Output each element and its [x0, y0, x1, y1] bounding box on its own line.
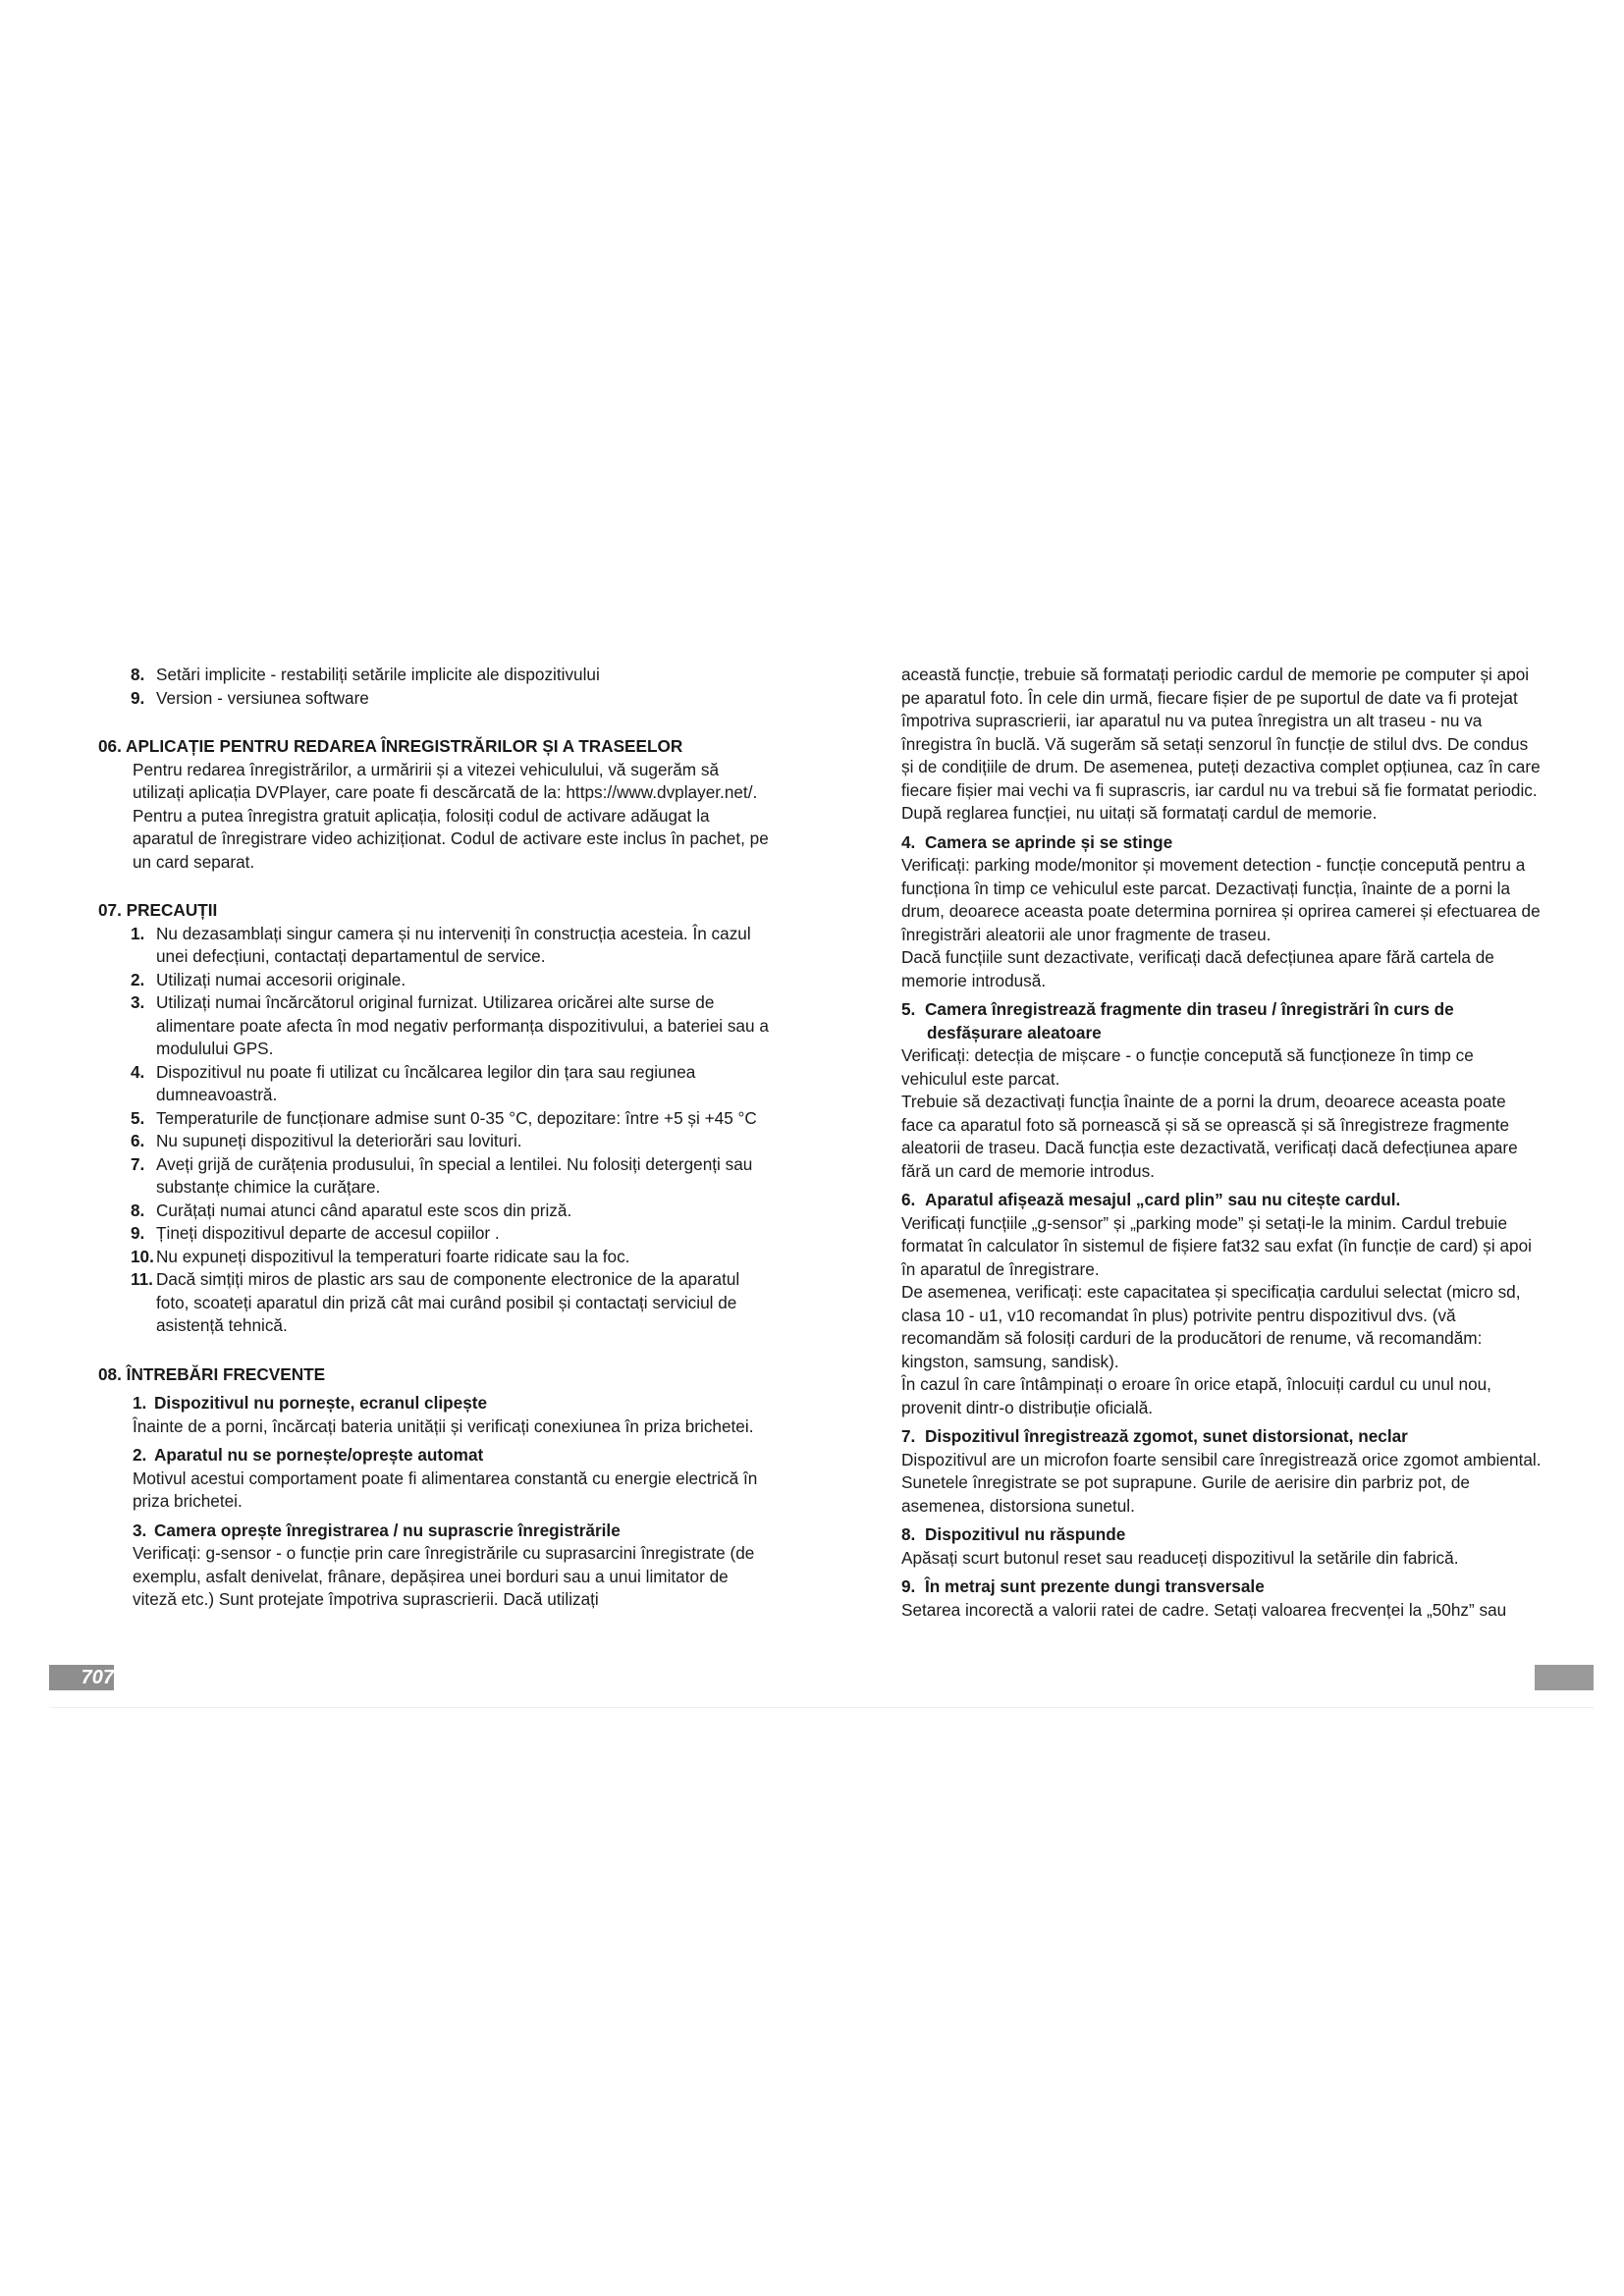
section-06-title: 06. APLICAȚIE PENTRU REDAREA ÎNREGISTRĂRILOR ȘI A TRASEELOR — [98, 736, 683, 756]
faq-question-text: În metraj sunt prezente dungi transversale — [925, 1576, 1265, 1596]
faq-answer: Motivul acestui comportament poate fi alimentarea constantă cu energie electrică în priza brichetei. — [133, 1468, 758, 1511]
item-number: 8. — [131, 665, 145, 684]
faq-question — [901, 1189, 1542, 1212]
item-text: Setări implicite - restabiliți setările implicite ale dispozitivului — [156, 665, 600, 684]
faq-question — [901, 1523, 1542, 1547]
faq-question — [901, 831, 1542, 855]
faq-item — [98, 1520, 772, 1612]
faq-list — [98, 1392, 772, 1612]
section-07-title: 07. PRECAUȚII — [98, 900, 218, 920]
faq-answer: Dispozitivul are un microfon foarte sensibil care înregistrează orice zgomot ambiental. Sunetele înregistrate se pot suprapune. Gurile de aerisire din parbriz pot, de asemenea, distorsiona sunetul. — [901, 1449, 1542, 1516]
faq-number: 8. — [901, 1524, 916, 1544]
item-number: 4. — [131, 1061, 145, 1082]
precaution-item — [98, 1153, 772, 1200]
faq-3-continuation: această funcție, trebuie să formatați periodic cardul de memorie pe computer și apoi pe aparatul foto. În cele din urmă, fiecare fișier de pe suportul de date va fi protejat împotriva suprascrierii, iar aparatul nu va putea înregistra un alt traseu - nu va înregistra în buclă. Vă sugerăm să setați senzorul în funcție de stilul dvs. De condus și de condițiile de drum. De asemenea, puteți dezactiva complet opțiunea, caz în care fiecare fișier mai vechi va fi suprascris, iar cardul nu va trebui să fie formatat periodic. După reglarea funcției, nu uitați să formatați cardul de memorie. — [901, 665, 1541, 823]
intro-list — [98, 664, 772, 710]
item-number: 11. — [131, 1269, 153, 1289]
item-number: 8. — [131, 1200, 145, 1220]
faq-answer: Apăsați scurt butonul reset sau readuceți dispozitivul la setările din fabrică. — [901, 1547, 1459, 1568]
faq-item — [901, 1425, 1542, 1518]
item-text: Țineți dispozitivul departe de accesul copiilor . — [156, 1223, 500, 1243]
precaution-item — [98, 1222, 772, 1246]
item-number: 6. — [131, 1131, 145, 1150]
page-number: 707 — [81, 1667, 114, 1688]
faq-number: 6. — [901, 1190, 916, 1209]
faq-question-text: Aparatul afișează mesajul „card plin” sau nu citește cardul. — [925, 1190, 1401, 1209]
faq-number: 7. — [901, 1426, 916, 1446]
item-number: 1. — [131, 923, 145, 943]
item-text: Version - versiunea software — [156, 687, 369, 708]
faq-answer: Verificați: g-sensor - o funcție prin care înregistrările cu suprasarcini înregistrate (de exemplu, asfalt denivelat, frânare, depășirea unei borduri sau a unui limitator de viteză etc.) Sunt protejate împotriva suprascrierii. Dacă utilizați — [133, 1543, 755, 1609]
item-number: 9. — [131, 687, 145, 708]
section-08-title: 08. ÎNTREBĂRI FRECVENTE — [98, 1363, 326, 1384]
faq-item — [98, 1444, 772, 1514]
faq-question — [133, 1392, 772, 1415]
faq-question-text: Dispozitivul înregistrează zgomot, sunet distorsionat, neclar — [925, 1426, 1408, 1446]
faq-item — [901, 1189, 1542, 1419]
item-text: Dispozitivul nu poate fi utilizat cu încălcarea legilor din țara sau regiunea dumneavoastră. — [156, 1061, 696, 1104]
page-number-tab — [49, 1665, 114, 1690]
list-item — [98, 687, 772, 711]
faq-question-text: Aparatul nu se pornește/oprește automat — [154, 1445, 484, 1465]
faq-question-continued: desfășurare aleatoare — [927, 1022, 1102, 1042]
precautions-list — [98, 923, 772, 1338]
faq-list-continued — [901, 831, 1542, 1623]
precaution-item — [98, 1061, 772, 1107]
list-item — [98, 664, 772, 687]
faq-item — [901, 831, 1542, 993]
item-text: Nu expuneți dispozitivul la temperaturi foarte ridicate sau la foc. — [156, 1246, 630, 1266]
faq-number: 1. — [133, 1393, 147, 1413]
faq-question — [133, 1520, 772, 1543]
section-06 — [98, 735, 772, 874]
faq-question-text: Camera oprește înregistrarea / nu suprascrie înregistrările — [154, 1520, 621, 1540]
faq-question — [133, 1444, 772, 1468]
precaution-item — [98, 923, 772, 969]
section-08 — [98, 1363, 772, 1612]
faq-item — [98, 1392, 772, 1438]
item-text: Nu supuneți dispozitivul la deteriorări sau lovituri. — [156, 1131, 522, 1150]
item-text: Utilizați numai încărcătorul original furnizat. Utilizarea oricărei alte surse de alimentare poate afecta în mod negativ performanța dispozitivului, a bateriei sau a modulului GPS. — [156, 992, 769, 1058]
faq-number: 4. — [901, 831, 916, 852]
item-number: 9. — [131, 1223, 145, 1243]
faq-number: 9. — [901, 1576, 916, 1596]
item-text: Utilizați numai accesorii originale. — [156, 969, 406, 989]
faq-question — [901, 1575, 1542, 1599]
precaution-item — [98, 1200, 772, 1223]
item-number: 10. — [131, 1246, 154, 1266]
section-06-body: Pentru redarea înregistrărilor, a urmăririi și a vitezei vehiculului, vă sugerăm să utilizați aplicația DVPlayer, care poate fi descărcată de la: https://www.dvplayer.net/. Pentru a putea înregistra gratuit aplicația, folosiți codul de activare adăugat la aparatul de înregistrare video achiziționat. Codul de activare este inclus în pachet, pe un card separat. — [133, 759, 769, 872]
faq-question — [901, 998, 1542, 1022]
item-number: 5. — [131, 1107, 145, 1128]
faq-item — [901, 1523, 1542, 1570]
faq-answer: Verificați: parking mode/monitor și movement detection - funcție concepută pentru a funcționa în timp ce vehiculul este parcat. Dezactivați funcția, înainte de a porni la drum, deoarece aceasta poate determina pornirea și oprirea camerei și efectuarea de înregistrări aleatorii ale unor fragmente de traseu. Dacă funcțiile sunt dezactivate, verificați dacă defecțiunea apare fără cartela de memorie introdusă. — [901, 855, 1541, 990]
item-text: Dacă simțiți miros de plastic ars sau de componente electronice de la aparatul foto, scoateți aparatul din priză cât mai curând posibil și contactați serviciul de asistență tehnică. — [156, 1269, 740, 1335]
precaution-item — [98, 1107, 772, 1131]
faq-item — [901, 998, 1542, 1183]
precaution-item — [98, 1268, 772, 1338]
faq-question-text: Dispozitivul nu pornește, ecranul clipește — [154, 1393, 488, 1413]
faq-answer: Înainte de a porni, încărcați bateria unității și verificați conexiunea în priza brichetei. — [133, 1415, 754, 1436]
precaution-item — [98, 969, 772, 992]
faq-answer: Verificați funcțiile „g-sensor” și „parking mode” și setați-le la minim. Cardul trebuie formatat în calculator în sistemul de fișiere fat32 sau exfat (în funcție de card) și apoi în aparatul de înregistrare. De asemenea, verificați: este capacitatea și specificația cardului selectat (micro sd, clasa 10 - u1, v10 recomandat în plus) potrivite pentru dispozitivul dvs. (vă recomandăm să folosiți carduri de la producători de renume, vă recomandăm: kingston, samsung, sandisk). În cazul în care întâmpinați o eroare în orice etapă, înlocuiți cardul cu unul nou, provenit dintr-o distribuție oficială. — [901, 1212, 1532, 1417]
faq-question-text: Camera înregistrează fragmente din traseu / înregistrări în curs de — [925, 999, 1454, 1019]
item-text: Nu dezasamblați singur camera și nu interveniți în construcția acesteia. În cazul unei defecțiuni, contactați departamentul de service. — [156, 923, 751, 966]
precaution-item — [98, 1246, 772, 1269]
faq-number: 5. — [901, 999, 916, 1019]
faq-answer: Setarea incorectă a valorii ratei de cadre. Setați valoarea frecvenței la „50hz” sau — [901, 1599, 1507, 1620]
faq-question-text: Camera se aprinde și se stinge — [925, 831, 1173, 852]
section-07 — [98, 899, 772, 1338]
faq-question — [901, 1425, 1542, 1449]
item-number: 2. — [131, 969, 145, 989]
footer-rule — [49, 1707, 1594, 1708]
page-tab-marker — [1535, 1665, 1594, 1690]
faq-number: 3. — [133, 1520, 147, 1540]
item-text: Aveți grijă de curățenia produsului, în special a lentilei. Nu folosiți detergenți sau substanțe chimice la curățare. — [156, 1153, 753, 1197]
item-text: Curățați numai atunci când aparatul este scos din priză. — [156, 1200, 572, 1220]
left-column — [98, 664, 772, 1612]
right-column — [901, 664, 1542, 1622]
faq-item — [901, 1575, 1542, 1622]
item-number: 7. — [131, 1153, 145, 1174]
precaution-item — [98, 991, 772, 1061]
item-number: 3. — [131, 992, 145, 1012]
precaution-item — [98, 1130, 772, 1153]
faq-question-text: Dispozitivul nu răspunde — [925, 1524, 1126, 1544]
faq-number: 2. — [133, 1445, 147, 1465]
faq-answer: Verificați: detecția de mișcare - o funcție concepută să funcționeze în timp ce vehiculul este parcat. Trebuie să dezactivați funcția înainte de a porni la drum, deoarece aceasta poate face ca aparatul foto să pornească și să se oprească și să înregistreze fragmente aleatorii de traseu. Dacă funcția este dezactivată, verificați dacă defecțiunea apare fără un card de memorie introdus. — [901, 1045, 1518, 1181]
item-text: Temperaturile de funcționare admise sunt 0-35 °C, depozitare: între +5 și +45 °C — [156, 1107, 757, 1128]
